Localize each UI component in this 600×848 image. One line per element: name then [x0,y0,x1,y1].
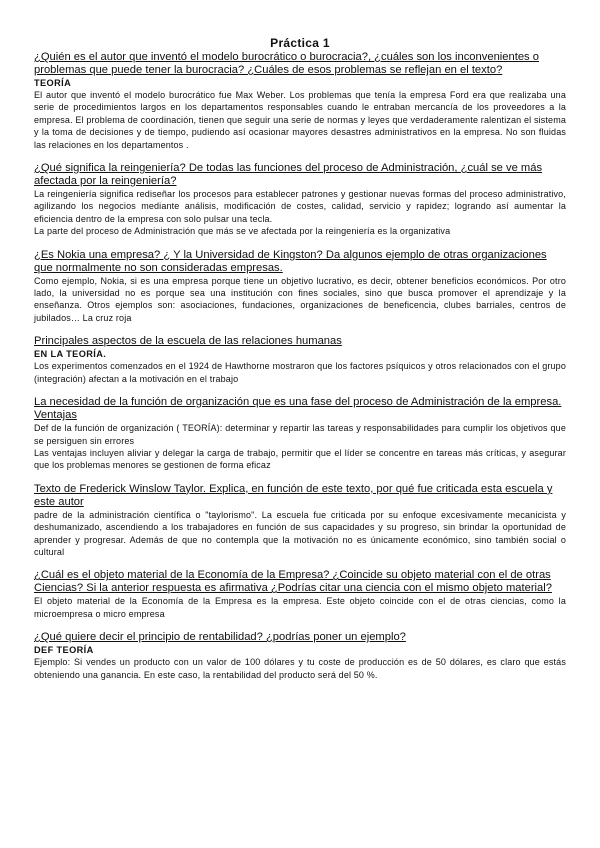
section-paragraph: Las ventajas incluyen aliviar y delegar la carga de trabajo, permitir que el líder se concentre en tareas más críticas, y asegurar que los problemas menores se gestionen de forma eficaz [34,447,566,471]
section-paragraph: El objeto material de la Economía de la Empresa es la empresa. Este objeto coincide con el de otras ciencias, como la microempresa o micro empresa [34,596,566,619]
page-title: Práctica 1 [270,36,330,50]
section-8 [34,631,566,681]
section-paragraph: La reingeniería significa rediseñar los procesos para establecer patrones y gestionar nuevas formas del proceso administrativo, agilizando los negocios mediante análisis, modificación de costes, calidad, servicio y rapidez; logrando así aumentar la eficiencia dentro de la empresa con solo pulsar una tecla. [34,189,566,224]
section-gap [34,558,566,569]
section-label: DEF TEORÍA [34,645,94,656]
section-paragraph: padre de la administración científica o "taylorismo". La escuela fue criticada por su enfoque excesivamente mecanicista y deshumanizado, ascendiendo a los trabajadores en función de sus capacidades y su progreso, sin brindar la oportunidad de aprender y progresar. Además de que no contempla que la motivación no es únicamente económico, sino también social o cultural [34,509,566,557]
section-label: TEORÍA [34,78,72,88]
section-question: ¿Qué significa la reingeniería? De todas las funciones del proceso de Administración, ¿cuál se ve más afectada por la reingeniería? [34,162,543,188]
section-question: ¿Cuál es el objeto material de la Economía de la Empresa? ¿Coincide su objeto material con el de otras Ciencias? Si la anterior respuesta es afirmativa ¿Podrías citar una ciencia con el mismo objeto material? [34,569,552,595]
section-question: ¿Es Nokia una empresa? ¿ Y la Universidad de Kingston? Da algunos ejemplo de otras organizaciones que normalmente no son consideradas empresas. [34,248,547,274]
section-paragraph: Def de la función de organización ( TEORÍA): determinar y repartir las tareas y responsabilidades para cumplir los objetivos que se persiguen sin errores [34,423,566,446]
section-gap [34,151,566,162]
section-paragraph: Como ejemplo, Nokia, si es una empresa porque tiene un objetivo lucrativo, es decir, obtener beneficios económicos. Por otro lado, la universidad no es porque sea una institución con fines sociales, sino que busca promover el aprendizaje y la enseñanza. Otros ejemplos son: asociaciones, fundaciones, organizaciones de beneficencia, clubes barriales, centros de jubilados… La cruz roja [34,275,566,323]
section-4 [34,335,566,385]
section-gap [34,620,566,631]
section-gap [34,324,566,335]
section-question: ¿Quién es el autor que inventó el modelo burocrático o burocracia?, ¿cuáles son los inconvenientes o problemas que puede tener la burocracia? ¿Cuáles de esos problemas se reflejan en el texto? [34,51,539,76]
section-gap [34,472,566,483]
section-3 [34,249,566,325]
section-paragraph: Los experimentos comenzados en el 1924 de Hawthorne mostraron que los factores psíquicos y otros relacionados con el grupo (integración) afectan a la motivación en el trabajo [34,361,566,384]
section-6 [34,483,566,559]
section-question: Principales aspectos de la escuela de las relaciones humanas [34,335,342,348]
sections-container [34,51,566,681]
section-question: La necesidad de la función de organización que es una fase del proceso de Administración de la empresa. Ventajas [34,396,562,422]
section-gap [34,238,566,249]
section-2 [34,162,566,238]
section-paragraph: Ejemplo: Si vendes un producto con un valor de 100 dólares y tu coste de producción es de 50 dólares, es claro que estás obteniendo una ganancia. En este caso, la rentabilidad del producto será del 50 %. [34,657,566,680]
section-gap [34,385,566,396]
section-question: Texto de Frederick Winslow Taylor. Explica, en función de este texto, por qué fue criticada esta escuela y este autor [34,482,553,508]
section-question: ¿Qué quiere decir el principio de rentabilidad? ¿podrías poner un ejemplo? [34,631,406,644]
section-7 [34,569,566,620]
section-5 [34,396,566,472]
section-label: EN LA TEORÍA. [34,349,107,360]
section-paragraph: La parte del proceso de Administración que más se ve afectada por la reingeniería es la organizativa [34,226,451,237]
section-paragraph: El autor que inventó el modelo burocrático fue Max Weber. Los problemas que tenía la empresa Ford era que realizaba una serie de procedimientos largos en los departamentos responsables cuando le entraban mercancía de los proveedores a la empresa. El problema de coordinación, tienen que seguir una serie de normas y leyes que verdaderamente ralentizan el sistema y la toma de decisiones y de tiempo, pudiendo así ocasionar mayores desastres administrativos en la empresa. No son fluidas las relaciones en los departamentos . [34,90,566,150]
section-1 [34,51,566,151]
